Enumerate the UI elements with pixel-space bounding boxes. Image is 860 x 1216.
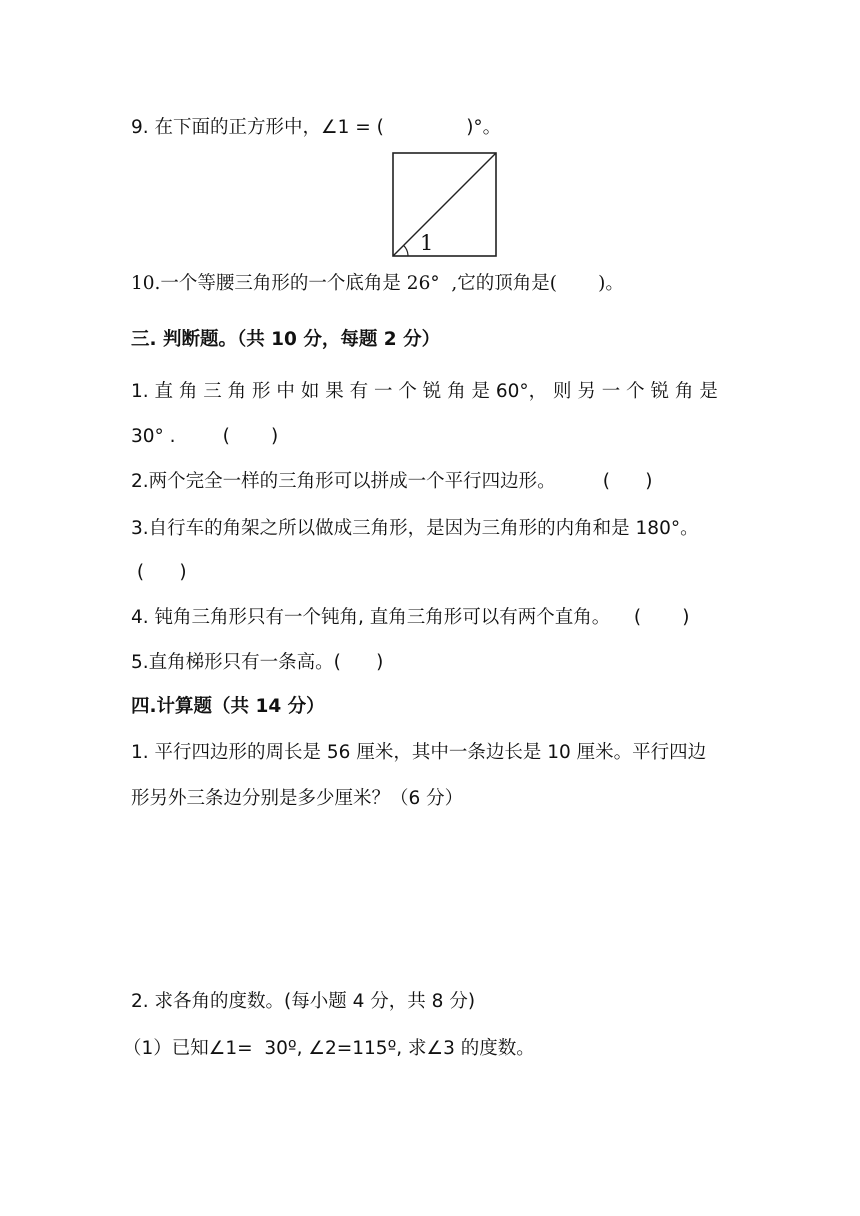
question-10: 10.一个等腰三角形的一个底角是 26° ,它的顶角是( )。 (131, 273, 624, 294)
judge-item-3-line2: ( ) (131, 562, 187, 583)
judge-item-1-line1: 1. 直 角 三 角 形 中 如 果 有 一 个 锐 角 是 60°， 则 另 一 个 锐 角 是 (131, 381, 718, 402)
question-9: 9. 在下面的正方形中，∠1 = ( )°。 (131, 117, 502, 138)
square-diagonal-figure (390, 150, 500, 260)
calc-q2-sub1: （1）已知∠1= 30º, ∠2=115º, 求∠3 的度数。 (123, 1038, 535, 1059)
section-4-heading: 四.计算题（共 14 分） (131, 696, 325, 717)
calc-q1-line1: 1. 平行四边形的周长是 56 厘米，其中一条边长是 10 厘米。平行四边 (131, 742, 707, 763)
angle-label-1: 1 (420, 231, 434, 255)
judge-item-4: 4. 钝角三角形只有一个钝角, 直角三角形可以有两个直角。 ( ) (131, 607, 690, 628)
judge-item-1-line2: 30° . ( ) (131, 426, 279, 447)
calc-q1-line2: 形另外三条边分别是多少厘米？（6 分） (131, 788, 464, 809)
judge-item-2: 2.两个完全一样的三角形可以拼成一个平行四边形。 ( ) (131, 471, 653, 492)
judge-item-3-line1: 3.自行车的角架之所以做成三角形，是因为三角形的内角和是 180°。 (131, 518, 699, 539)
judge-item-5: 5.直角梯形只有一条高。( ) (131, 652, 384, 673)
calc-q2-line1: 2. 求各角的度数。(每小题 4 分，共 8 分) (131, 991, 476, 1012)
section-3-heading: 三. 判断题。（共 10 分，每题 2 分） (131, 329, 441, 350)
